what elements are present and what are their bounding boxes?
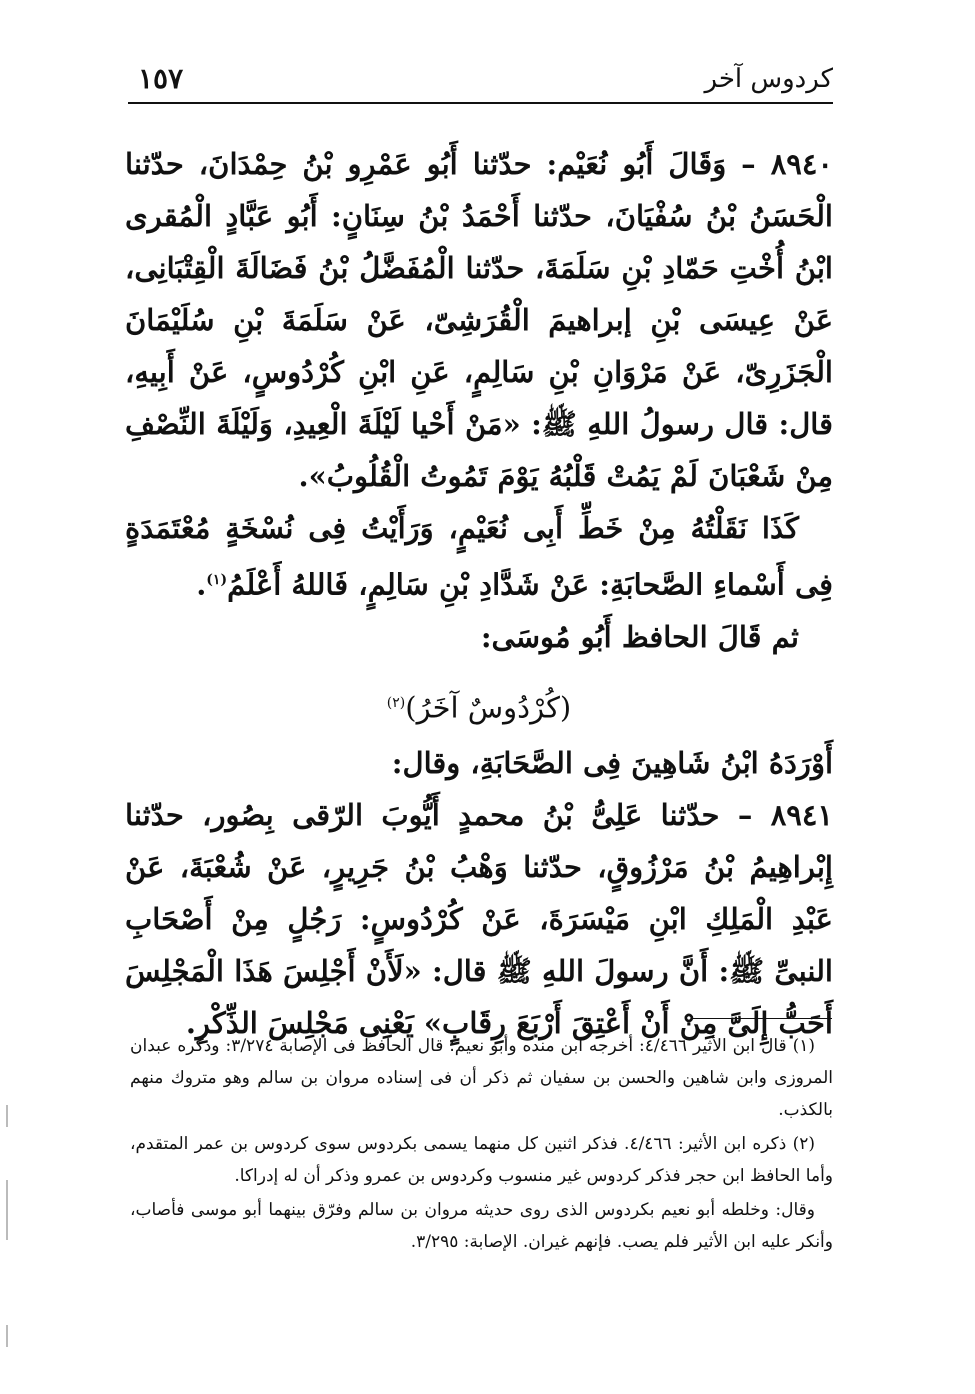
source-attribution: أَوْرَدَهُ ابْنُ شَاهِينَ فِى الصَّحَابَةِ، وقال: xyxy=(391,746,833,781)
scan-margin-mark xyxy=(6,1180,8,1240)
footnote-3: وقال: وخلطه أبو نعيم بكردوس الذى روى حديثه مروان بن سالم وفرّق بينهما أبو موسى فأصاب، وأنكر عليه ابن الأثير فلم يصب. فإنهم غيران. الإصابة: ٣/٢٩٥. xyxy=(130,1200,833,1252)
running-title: كردوس آخر xyxy=(704,64,833,94)
editor-note-paragraph: كَذَا نَقَلْتُهُ مِنْ خَطِّ أَبِى نُعَيْمٍ، وَرَأَيْتُ فِى نُسْخَةٍ مُعْتَمَدَةٍ فِى أَسْماءِ الصَّحابَةِ: عَنْ شَدَّادِ بْنِ سَالِمٍ، فَاللهُ أَعْلَمُ$^{(١)}$. xyxy=(125,511,833,602)
page-number: ١٥٧ xyxy=(138,62,184,95)
scan-margin-mark xyxy=(6,1325,8,1347)
section-heading xyxy=(125,677,833,734)
footnote-2: (٢) ذكره ابن الأثير: ٤/٤٦٦. فذكر اثنين كل منهما يسمى بكردوس سوى كردوس بن عمر المتقدم، وأما الحافظ ابن حجر فذكر كردوس غير منسوب وكردوس بن عمرو وذكر أن له إدراكا. xyxy=(130,1134,833,1186)
scan-margin-mark xyxy=(6,1105,8,1127)
section-heading-text: (كُرْدُوسٌ آخَرُ) xyxy=(405,690,572,725)
hadith-8941: ٨٩٤١ – حدّثنا عَلِىُّ بْنُ محمدٍ أَيُّوبَ الرّقى بِصُور، حدّثنا إِبْراهِيمُ بْنُ مَرْزُوقٍ، حدّثنا وَهْبُ بْنُ جَرِيرٍ، عَنْ شُعْبَةَ، عَنْ عَبْدِ الْمَلِكِ ابْنِ مَيْسَرَةَ، عَنْ كُرْدُوسٍ: رَجُلٍ مِنْ أَصْحَابِ النبىِّ ﷺ: أَنَّ رسولَ اللهِ ﷺ قال: «لَأَنْ أَجْلِسَ هَذَا الْمَجْلِسَ أَحَبُّ إِلَىَّ مِنْ أَنْ أَعْتِقَ أَرْبَعَ رِقَابٍ» يَعْنِى مَجْلِسَ الذِّكْرِ. xyxy=(125,798,833,1041)
transition-line: ثم قَالَ الحافظ أَبُو مُوسَى: xyxy=(480,619,799,654)
footnotes xyxy=(130,1030,833,1260)
editor-note-text: كَذَا نَقَلْتُهُ مِنْ خَطِّ أَبِى نُعَيْمٍ، وَرَأَيْتُ فِى نُسْخَةٍ مُعْتَمَدَةٍ فِى أَسْماءِ الصَّحابَةِ: عَنْ شَدَّادِ بْنِ سَالِمٍ، فَاللهُ أَعْلَمُ xyxy=(125,511,833,602)
footnote-1: (١) قال ابن الأثير ٤/٤٦٦: أخرجه ابن منده وأبو نعيم؛ قال الحافظ فى الإصابة ٣/٢٧٤: وذكره عبدان المروزى وابن شاهين والحسن بن سفيان ثم ذكر أن فى إسناده مروان بن سالم وهو متروك منهم بالكذب. xyxy=(130,1036,833,1120)
footnote-ref-1: (١) xyxy=(206,572,228,588)
hadith-8940: ٨٩٤٠ – وَقَالَ أَبُو نُعَيْم: حدّثنا أَبُو عَمْرِو بْنُ حِمْدَانَ، حدّثنا الْحَسَنُ بْنُ سُفْيَانَ، حدّثنا أَحْمَدُ بْنُ سِنَانٍ: أَبُو عَبَّادٍ الْمُقرى ابْنُ أُخْتِ حَمّادِ بْنِ سَلَمَةَ، حدّثنا الْمُفَضَّلُ بْنُ فَضَالَةَ الْقِتْبَانِى، عَنْ عِيسَى بْنِ إبراهيمَ الْقُرَشِىّ، عَنْ سَلَمَةَ بْنِ سُلَيْمَانَ الْجَزَرِىّ، عَنْ مَرْوَانِ بْنِ سَالِمٍ، عَنِ ابْنِ كُرْدُوسٍ، عَنْ أَبِيهِ، قال: قال رسولُ اللهِ ﷺ: «مَنْ أَحْيا لَيْلَةَ الْعِيدِ، وَلَيْلَةَ النِّصْفِ مِنْ شَعْبَانَ لَمْ يَمُتْ قَلْبُهُ يَوْمَ تَمُوتُ الْقُلُوبُ». xyxy=(125,147,833,493)
footnote-divider xyxy=(692,1018,832,1019)
running-header xyxy=(128,62,833,104)
footnote-ref-2: (٢) xyxy=(386,694,406,711)
main-text xyxy=(125,138,833,1049)
